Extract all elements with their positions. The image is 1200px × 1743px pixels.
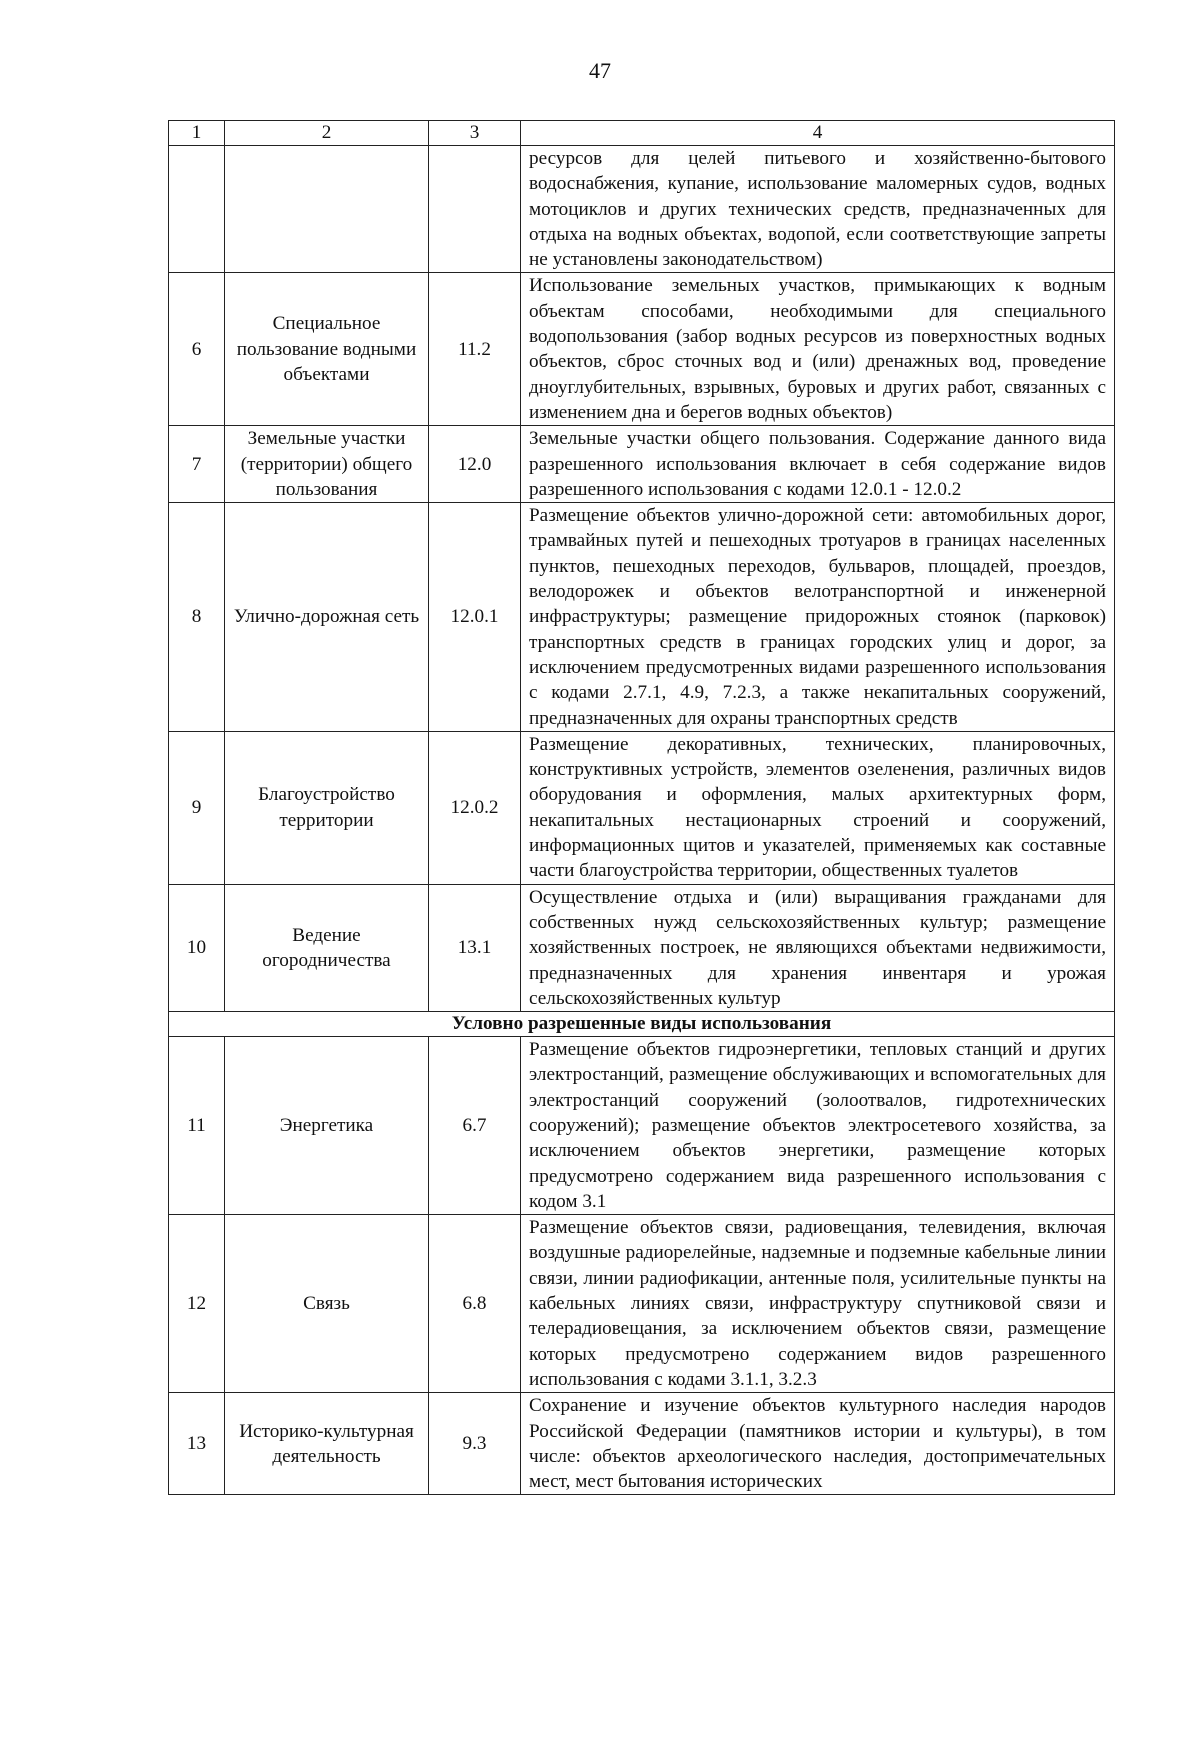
table-row (169, 1393, 1115, 1495)
use-type-description: Размещение декоративных, технических, планировочных, конструктивных устройств, элементов озеленения, различных видов оборудования и оформления, малых архитектурных форм, некапитальных нестационарных строений и сооружений, информационных щитов и указателей, применяемых как составные части благоустройства территории, общественных туалетов (521, 731, 1115, 884)
table-row (169, 426, 1115, 503)
use-type-code: 13.1 (429, 884, 521, 1011)
land-use-table (168, 120, 1115, 1495)
use-type-code: 12.0 (429, 426, 521, 503)
use-type-name: Улично-дорожная сеть (225, 503, 429, 732)
table-row (169, 1215, 1115, 1393)
use-type-name: Связь (225, 1215, 429, 1393)
use-type-name: Ведение огородничества (225, 884, 429, 1011)
table-row (169, 273, 1115, 426)
use-type-description: Земельные участки общего пользования. Содержание данного вида разрешенного использования включает в себя содержание видов разрешенного использования с кодами 12.0.1 - 12.0.2 (521, 426, 1115, 503)
page-number: 47 (589, 58, 611, 83)
section-header-row (169, 1012, 1115, 1037)
use-type-name: Историко-культурная деятельность (225, 1393, 429, 1495)
use-type-description: Размещение объектов гидроэнергетики, тепловых станций и других электростанций, размещение обслуживающих и вспомогательных для электростанций сооружений (золоотвалов, гидротехнических сооружений); размещение объектов электросетевого хозяйства, за исключением объектов энергетики, размещение которых предусмотрено содержанием вида разрешенного использования с кодом 3.1 (521, 1037, 1115, 1215)
row-number: 6 (169, 273, 225, 426)
use-type-code: 6.8 (429, 1215, 521, 1393)
row-number: 9 (169, 731, 225, 884)
use-type-name: Благоустройство территории (225, 731, 429, 884)
header-col-3: 3 (429, 121, 521, 146)
use-type-code: 6.7 (429, 1037, 521, 1215)
row-number: 13 (169, 1393, 225, 1495)
use-type-description: Сохранение и изучение объектов культурного наследия народов Российской Федерации (памятников истории и культуры), в том числе: объектов археологического наследия, достопримечательных мест, мест бытования исторических (521, 1393, 1115, 1495)
row-number: 7 (169, 426, 225, 503)
use-type-name: Земельные участки (территории) общего пользования (225, 426, 429, 503)
use-type-code: 11.2 (429, 273, 521, 426)
row-number: 8 (169, 503, 225, 732)
header-col-1: 1 (169, 121, 225, 146)
use-type-description: ресурсов для целей питьевого и хозяйственно-бытового водоснабжения, купание, использование маломерных судов, водных мотоциклов и других технических средств, предназначенных для отдыха на водных объектах, водопой, если соответствующие запреты не установлены законодательством) (521, 146, 1115, 273)
table-row (169, 1037, 1115, 1215)
row-number: 12 (169, 1215, 225, 1393)
use-type-description: Осуществление отдыха и (или) выращивания гражданами для собственных нужд сельскохозяйственных культур; размещение хозяйственных построек, не являющихся объектами недвижимости, предназначенных для хранения инвентаря и урожая сельскохозяйственных культур (521, 884, 1115, 1011)
row-number (169, 146, 225, 273)
row-number: 10 (169, 884, 225, 1011)
use-type-code (429, 146, 521, 273)
table-row (169, 884, 1115, 1011)
use-type-code: 9.3 (429, 1393, 521, 1495)
header-col-4: 4 (521, 121, 1115, 146)
table-row (169, 731, 1115, 884)
use-type-description: Размещение объектов связи, радиовещания, телевидения, включая воздушные радиорелейные, надземные и подземные кабельные линии связи, линии радиофикации, антенные поля, усилительные пункты на кабельных линиях связи, инфраструктуру спутниковой связи и телерадиовещания, за исключением объектов связи, размещение которых предусмотрено содержанием видов разрешенного использования с кодами 3.1.1, 3.2.3 (521, 1215, 1115, 1393)
use-type-name (225, 146, 429, 273)
use-type-name: Специальное пользование водными объектами (225, 273, 429, 426)
row-number: 11 (169, 1037, 225, 1215)
header-col-2: 2 (225, 121, 429, 146)
table-row (169, 503, 1115, 732)
use-type-name: Энергетика (225, 1037, 429, 1215)
table-header-row (169, 121, 1115, 146)
use-type-description: Размещение объектов улично-дорожной сети: автомобильных дорог, трамвайных путей и пешеходных тротуаров в границах населенных пунктов, пешеходных переходов, бульваров, площадей, проездов, велодорожек и объектов велотранспортной и инженерной инфраструктуры; размещение придорожных стоянок (парковок) транспортных средств в границах городских улиц и дорог, за исключением предусмотренных видами разрешенного использования с кодами 2.7.1, 4.9, 7.2.3, а также некапитальных сооружений, предназначенных для охраны транспортных средств (521, 503, 1115, 732)
table-row (169, 146, 1115, 273)
use-type-description: Использование земельных участков, примыкающих к водным объектам способами, необходимыми для специального водопользования (забор водных ресурсов из поверхностных водных объектов, сброс сточных вод и (или) дренажных вод, проведение дноуглубительных, взрывных, буровых и других работ, связанных с изменением дна и берегов водных объектов) (521, 273, 1115, 426)
section-title: Условно разрешенные виды использования (169, 1012, 1115, 1037)
use-type-code: 12.0.2 (429, 731, 521, 884)
use-type-code: 12.0.1 (429, 503, 521, 732)
